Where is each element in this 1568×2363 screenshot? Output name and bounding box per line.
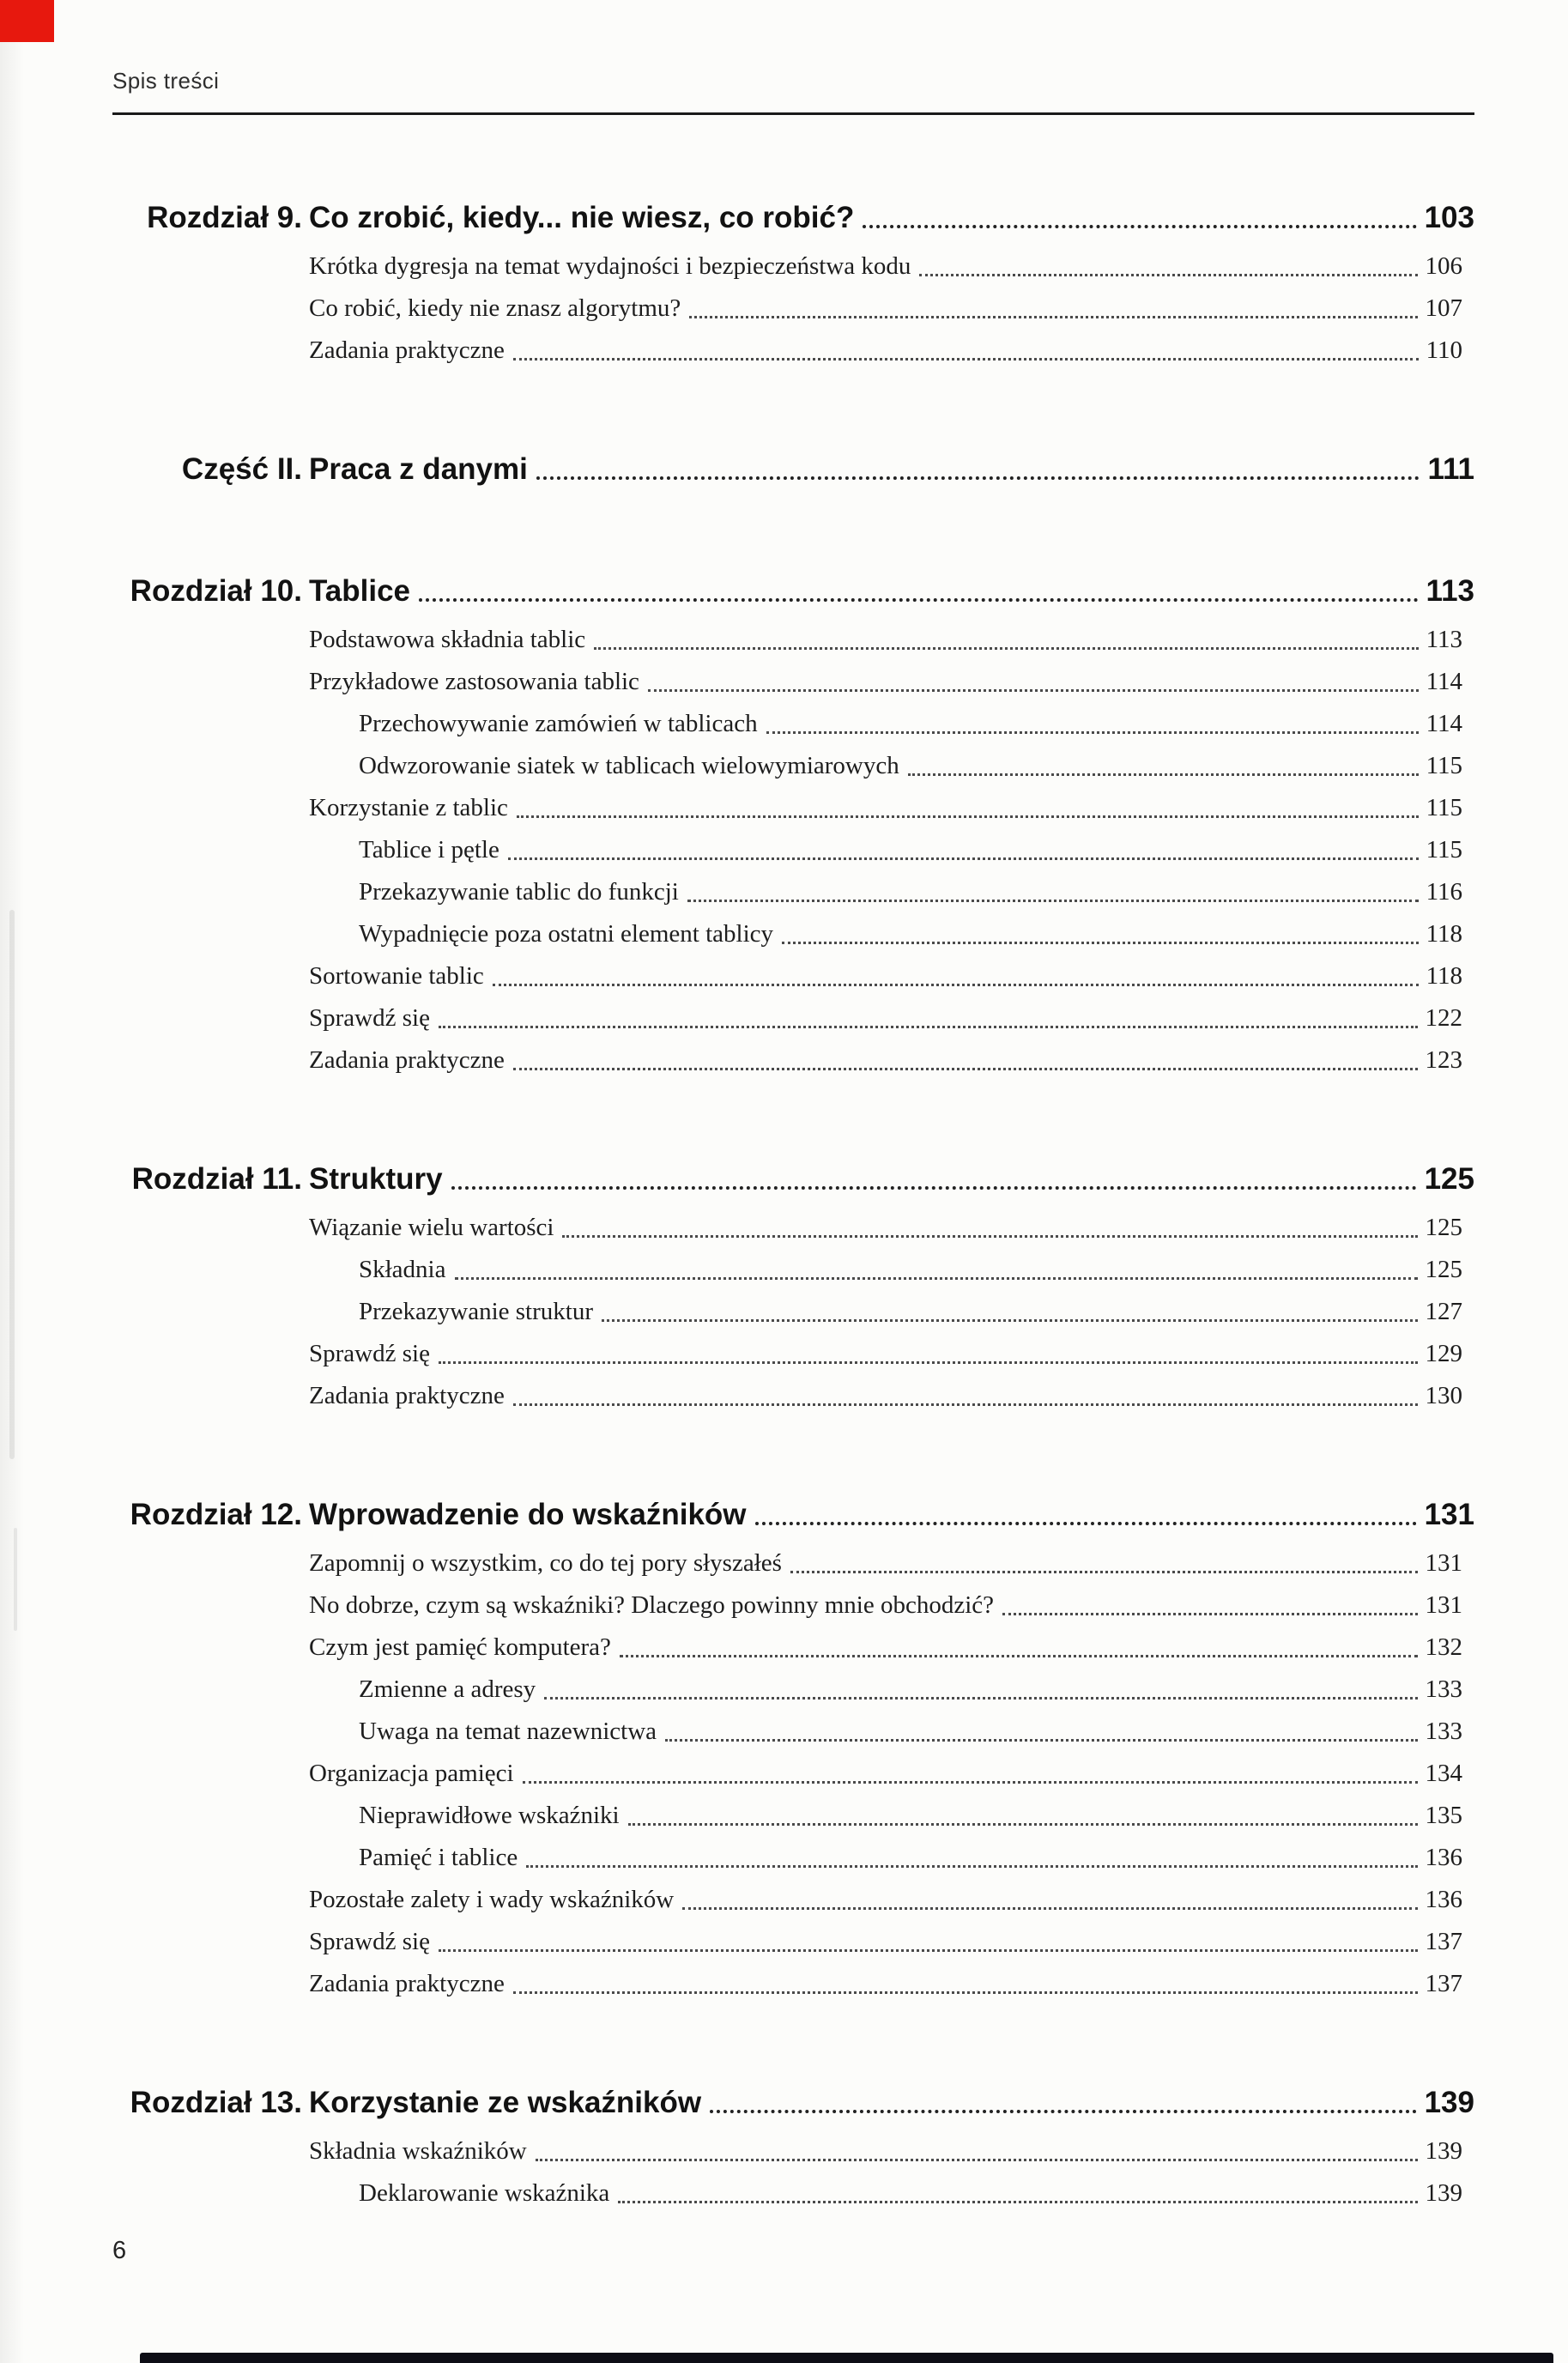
entry-title: Zmienne a adresy xyxy=(359,1675,536,1703)
toc-entry-row xyxy=(112,1711,1474,1753)
dot-leader xyxy=(513,1403,1418,1406)
entry-page-number: 107 xyxy=(1425,294,1462,322)
entry-title: Organizacja pamięci xyxy=(309,1760,514,1787)
toc-entry-row xyxy=(112,2130,1474,2172)
entry-title: No dobrze, czym są wskaźniki? Dlaczego powinny mnie obchodzić? xyxy=(309,1591,995,1619)
chapter-title: Korzystanie ze wskaźników xyxy=(309,2086,702,2119)
toc-entry-row xyxy=(112,787,1474,829)
entry-title: Uwaga na temat nazewnictwa xyxy=(359,1718,657,1745)
dot-leader xyxy=(508,857,1419,860)
entry-title: Pozostałe zalety i wady wskaźników xyxy=(309,1886,675,1913)
entry-title: Tablice i pętle xyxy=(359,836,499,863)
entry-page-number: 116 xyxy=(1426,878,1462,906)
entry-page-number: 137 xyxy=(1425,1970,1462,1997)
entry-title: Pamięć i tablice xyxy=(359,1844,518,1871)
entry-page-number: 114 xyxy=(1426,668,1462,695)
scan-edge-smudge xyxy=(9,910,15,1459)
entry-title: Sprawdź się xyxy=(309,1340,430,1367)
toc-entry-row xyxy=(112,703,1474,745)
dot-leader xyxy=(544,1697,1417,1700)
toc-section xyxy=(112,1155,1474,1417)
toc-entry-row xyxy=(112,661,1474,703)
entry-page-number: 132 xyxy=(1425,1633,1462,1661)
toc-entry-row xyxy=(112,1207,1474,1249)
dot-leader xyxy=(419,598,1419,602)
entry-page-number: 106 xyxy=(1425,252,1462,280)
entry-page-number: 137 xyxy=(1425,1928,1462,1955)
dot-leader xyxy=(682,1907,1417,1910)
entry-title: Wypadnięcie poza ostatni element tablicy xyxy=(359,920,774,948)
toc-entry-row xyxy=(112,1879,1474,1921)
chapter-heading-row xyxy=(112,2079,1474,2127)
entry-page-number: 113 xyxy=(1426,626,1462,653)
entry-page-number: 127 xyxy=(1425,1298,1462,1325)
part-page-number: 111 xyxy=(1427,452,1474,486)
entry-title: Składnia wskaźników xyxy=(309,2137,527,2165)
chapter-heading-row xyxy=(112,194,1474,242)
chapter-heading-row xyxy=(112,567,1474,615)
entry-page-number: 136 xyxy=(1425,1844,1462,1871)
dot-leader xyxy=(919,274,1417,276)
entry-title: Zadania praktyczne xyxy=(309,336,505,364)
dot-leader xyxy=(513,1991,1418,1994)
entry-title: Sprawdź się xyxy=(309,1004,430,1032)
toc-entry-row xyxy=(112,829,1474,871)
dot-leader xyxy=(562,1235,1417,1238)
dot-leader xyxy=(710,2110,1416,2113)
chapter-label: Rozdział 9. xyxy=(147,201,302,234)
entry-page-number: 125 xyxy=(1425,1256,1462,1283)
entry-title: Nieprawidłowe wskaźniki xyxy=(359,1802,620,1829)
entry-title: Zadania praktyczne xyxy=(309,1970,505,1997)
dot-leader xyxy=(451,1186,1417,1190)
chapter-page-number: 103 xyxy=(1424,201,1474,234)
chapter-page-number: 125 xyxy=(1424,1162,1474,1196)
part-label: Część II. xyxy=(181,452,302,486)
toc-entry-row xyxy=(112,1837,1474,1879)
dot-leader xyxy=(689,316,1417,318)
toc-entry-row xyxy=(112,1669,1474,1711)
dot-leader xyxy=(455,1277,1418,1280)
entry-title: Odwzorowanie siatek w tablicach wielowymiarowych xyxy=(359,752,899,779)
toc-entry-row xyxy=(112,330,1474,372)
entry-title: Krótka dygresja na temat wydajności i bezpieczeństwa kodu xyxy=(309,252,911,280)
toc-section xyxy=(112,567,1474,1082)
chapter-page-number: 131 xyxy=(1424,1498,1474,1531)
chapter-page-number: 139 xyxy=(1424,2086,1474,2119)
dot-leader xyxy=(620,1655,1418,1657)
toc-entry-row xyxy=(112,1753,1474,1795)
entry-page-number: 129 xyxy=(1425,1340,1462,1367)
dot-leader xyxy=(493,984,1419,986)
page-number-footer: 6 xyxy=(112,2237,127,2264)
chapter-title: Co zrobić, kiedy... nie wiesz, co robić? xyxy=(309,201,855,234)
chapter-label: Rozdział 10. xyxy=(130,574,302,608)
entry-title: Deklarowanie wskaźnika xyxy=(359,2179,610,2207)
entry-page-number: 110 xyxy=(1426,336,1462,364)
entry-page-number: 139 xyxy=(1425,2179,1462,2207)
entry-page-number: 125 xyxy=(1425,1214,1462,1241)
chapter-page-number: 113 xyxy=(1426,574,1474,608)
dot-leader xyxy=(1002,1613,1417,1615)
toc-entry-row xyxy=(112,1627,1474,1669)
entry-page-number: 135 xyxy=(1425,1802,1462,1829)
entry-title: Sortowanie tablic xyxy=(309,962,484,990)
toc-entry-row xyxy=(112,913,1474,955)
toc-entry-row xyxy=(112,1795,1474,1837)
entry-title: Przechowywanie zamówień w tablicach xyxy=(359,710,758,737)
dot-leader xyxy=(665,1739,1417,1742)
chapter-title: Struktury xyxy=(309,1162,443,1196)
toc-entry-row xyxy=(112,619,1474,661)
toc-entry-row xyxy=(112,1921,1474,1963)
entry-page-number: 118 xyxy=(1426,920,1462,948)
entry-title: Wiązanie wielu wartości xyxy=(309,1214,554,1241)
dot-leader xyxy=(513,1068,1418,1070)
page-header-title: Spis treści xyxy=(112,68,220,94)
toc-entry-row xyxy=(112,1291,1474,1333)
dot-leader xyxy=(766,731,1419,734)
chapter-label: Rozdział 11. xyxy=(131,1162,302,1196)
toc-entry-row xyxy=(112,1542,1474,1584)
dot-leader xyxy=(526,1865,1417,1868)
dot-leader xyxy=(523,1781,1418,1784)
entry-page-number: 122 xyxy=(1425,1004,1462,1032)
toc xyxy=(112,194,1474,2215)
dot-leader xyxy=(863,225,1416,228)
dot-leader xyxy=(790,1571,1418,1573)
toc-entry-row xyxy=(112,1963,1474,2005)
toc-entry-row xyxy=(112,955,1474,997)
entry-page-number: 131 xyxy=(1425,1591,1462,1619)
toc-entry-row xyxy=(112,745,1474,787)
scan-edge-smudge xyxy=(14,1528,17,1631)
entry-page-number: 114 xyxy=(1426,710,1462,737)
dot-leader xyxy=(908,773,1419,776)
entry-page-number: 134 xyxy=(1425,1760,1462,1787)
bottom-scan-bar xyxy=(140,2353,1553,2363)
chapter-label: Rozdział 12. xyxy=(130,1498,302,1531)
entry-title: Podstawowa składnia tablic xyxy=(309,626,586,653)
entry-page-number: 115 xyxy=(1426,836,1462,863)
part-heading-row xyxy=(112,445,1474,494)
dot-leader xyxy=(536,476,1420,480)
entry-page-number: 123 xyxy=(1425,1046,1462,1074)
toc-entry-row xyxy=(112,871,1474,913)
entry-title: Czym jest pamięć komputera? xyxy=(309,1633,611,1661)
entry-title: Przekazywanie struktur xyxy=(359,1298,593,1325)
entry-title: Zapomnij o wszystkim, co do tej pory słyszałeś xyxy=(309,1549,782,1577)
entry-title: Przekazywanie tablic do funkcji xyxy=(359,878,679,906)
chapter-title: Tablice xyxy=(309,574,411,608)
entry-title: Przykładowe zastosowania tablic xyxy=(309,668,639,695)
toc-section xyxy=(112,194,1474,372)
toc-entry-row xyxy=(112,2172,1474,2215)
dot-leader xyxy=(687,900,1419,902)
dot-leader xyxy=(439,1949,1418,1952)
entry-page-number: 131 xyxy=(1425,1549,1462,1577)
dot-leader xyxy=(618,2201,1417,2203)
entry-title: Składnia xyxy=(359,1256,446,1283)
entry-page-number: 115 xyxy=(1426,752,1462,779)
chapter-title: Wprowadzenie do wskaźników xyxy=(309,1498,747,1531)
chapter-heading-row xyxy=(112,1155,1474,1203)
dot-leader xyxy=(648,689,1419,692)
entry-page-number: 130 xyxy=(1425,1382,1462,1409)
dot-leader xyxy=(513,358,1419,361)
toc-entry-row xyxy=(112,288,1474,330)
toc-entry-row xyxy=(112,997,1474,1039)
toc-section xyxy=(112,445,1474,494)
dot-leader xyxy=(439,1361,1418,1364)
entry-page-number: 139 xyxy=(1425,2137,1462,2165)
entry-title: Korzystanie z tablic xyxy=(309,794,508,821)
toc-entry-row xyxy=(112,245,1474,288)
dot-leader xyxy=(628,1823,1418,1826)
entry-page-number: 133 xyxy=(1425,1718,1462,1745)
entry-page-number: 133 xyxy=(1425,1675,1462,1703)
dot-leader xyxy=(755,1522,1417,1525)
entry-title: Zadania praktyczne xyxy=(309,1046,505,1074)
toc-entry-row xyxy=(112,1039,1474,1082)
dot-leader xyxy=(782,942,1419,944)
toc-entry-row xyxy=(112,1333,1474,1375)
dot-leader xyxy=(594,647,1418,650)
entry-page-number: 118 xyxy=(1426,962,1462,990)
dot-leader xyxy=(517,815,1419,818)
part-title: Praca z danymi xyxy=(309,452,528,486)
entry-page-number: 136 xyxy=(1425,1886,1462,1913)
dot-leader xyxy=(439,1026,1418,1028)
entry-title: Zadania praktyczne xyxy=(309,1382,505,1409)
dot-leader xyxy=(602,1319,1418,1322)
toc-section xyxy=(112,1491,1474,2005)
header-rule xyxy=(112,112,1474,115)
red-corner-scan-mark xyxy=(0,0,54,42)
dot-leader xyxy=(536,2159,1418,2161)
toc-entry-row xyxy=(112,1249,1474,1291)
entry-title: Co robić, kiedy nie znasz algorytmu? xyxy=(309,294,681,322)
chapter-heading-row xyxy=(112,1491,1474,1539)
chapter-label: Rozdział 13. xyxy=(130,2086,302,2119)
toc-entry-row xyxy=(112,1584,1474,1627)
entry-title: Sprawdź się xyxy=(309,1928,430,1955)
toc-entry-row xyxy=(112,1375,1474,1417)
toc-section xyxy=(112,2079,1474,2215)
entry-page-number: 115 xyxy=(1426,794,1462,821)
